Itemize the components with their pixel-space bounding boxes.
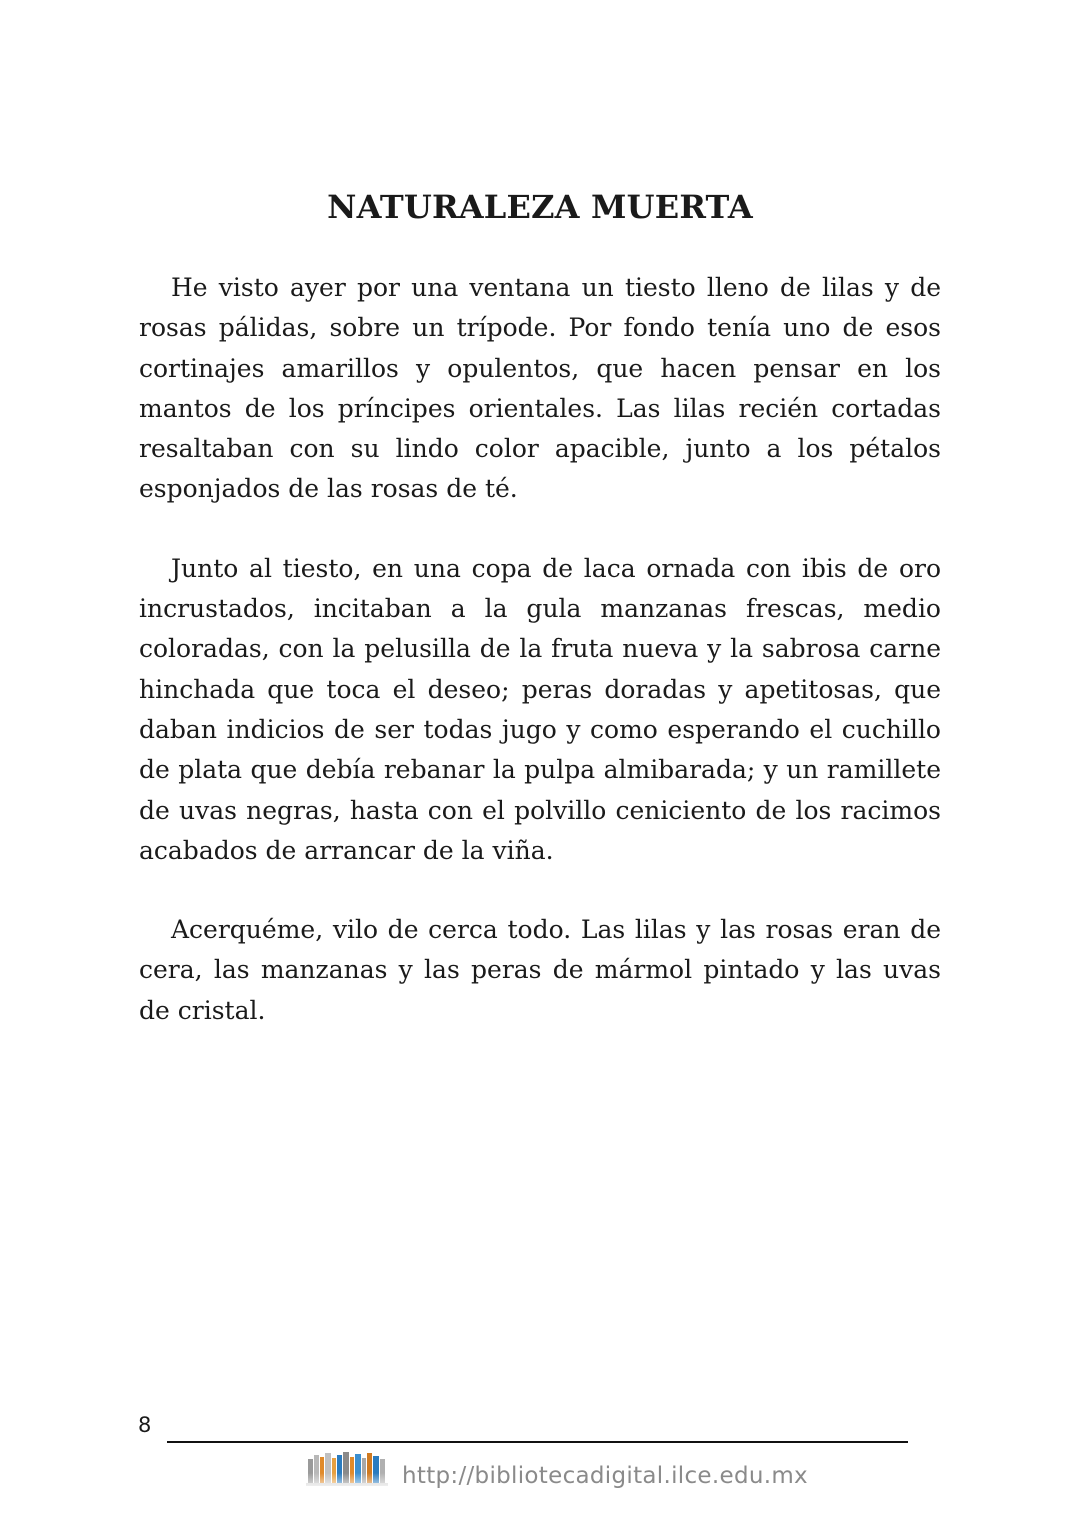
page-title: NATURALEZA MUERTA	[327, 188, 753, 226]
footer-divider	[167, 1441, 908, 1443]
books-logo-icon	[306, 1449, 392, 1491]
footer-url-link[interactable]: http://bibliotecadigital.ilce.edu.mx	[402, 1463, 808, 1489]
paragraph-2: Junto al tiesto, en una copa de laca ornada con ibis de oro incrustados, incitaban a la gula manzanas frescas, medio coloradas, con la pelusilla de la fruta nueva y la sabrosa carne hinchada que toca el deseo; peras doradas y apetitosas, que daban indicios de ser todas jugo y como esperando el cuchillo de plata que debía rebanar la pulpa almibarada; y un ramillete de uvas negras, hasta con el polvillo ceniciento de los racimos acabados de arrancar de la viña.	[139, 553, 941, 865]
body-text	[139, 268, 941, 1070]
page-number: 8	[138, 1413, 152, 1437]
paragraph-3: Acerquéme, vilo de cerca todo. Las lilas y las rosas eran de cera, las manzanas y las peras de mármol pintado y las uvas de cristal.	[139, 915, 941, 1025]
paragraph-1: He visto ayer por una ventana un tiesto lleno de lilas y de rosas pálidas, sobre un trípode. Por fondo tenía uno de esos cortinajes amarillos y opulentos, que hacen pensar en los mantos de los príncipes orientales. Las lilas recién cortadas resaltaban con su lindo color apacible, junto a los pétalos esponjados de las rosas de té.	[139, 273, 941, 504]
